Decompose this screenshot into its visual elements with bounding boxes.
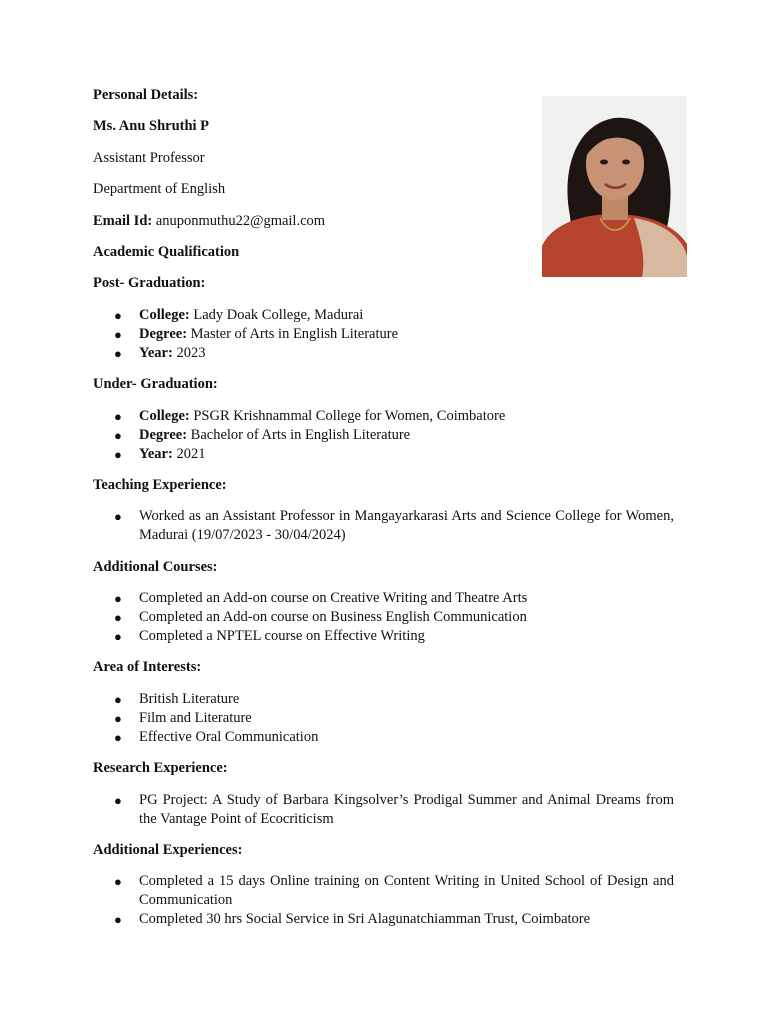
bullet-icon: ● [114,326,122,342]
bullet-icon: ● [114,408,122,424]
teaching-experience-list [93,507,674,545]
additional-courses-list [93,589,674,646]
bullet-icon: ● [114,446,122,462]
additional-courses-heading: Additional Courses: [93,558,218,575]
designation: Assistant Professor [93,149,205,166]
bullet-icon: ● [114,729,122,745]
teaching-experience-heading: Teaching Experience: [93,476,227,493]
list-item: ● Completed a NPTEL course on Effective Writing [114,628,425,645]
list-item: ● Completed 30 hrs Social Service in Sri Alagunatchiamman Trust, Coimbatore [114,911,591,928]
post-graduation-heading: Post- Graduation: [93,275,206,292]
academic-qualification-heading: Academic Qualification [93,243,240,260]
department: Department of English [93,181,226,198]
bullet-icon: ● [114,591,122,607]
personal-details-heading: Personal Details: [93,87,199,103]
bullet-icon: ● [114,629,122,645]
bullet-icon: ● [114,691,122,707]
under-graduation-list [93,407,674,464]
list-item: ● PG Project: A Study of Barbara Kingsolver’s Prodigal Summer and Animal Dreams from the Vantage Point of Ecocriticism [114,791,674,827]
bullet-icon: ● [114,710,122,726]
list-item: ● Year: 2021 [114,445,206,462]
list-item: ● Degree: Bachelor of Arts in English Literature [114,426,411,443]
list-item: ● Worked as an Assistant Professor in Mangayarkarasi Arts and Science College for Women, Madurai (19/07/2023 - 30/04/2024) [114,508,674,544]
list-item: ● College: Lady Doak College, Madurai [114,306,364,323]
list-item: ● Completed an Add-on course on Business English Communication [114,609,527,626]
research-experience-heading: Research Experience: [93,760,228,777]
list-item: ● College: PSGR Krishnammal College for Women, Coimbatore [114,407,506,424]
list-item: ● Completed an Add-on course on Creative Writing and Theatre Arts [114,590,528,607]
list-item: ● Degree: Master of Arts in English Literature [114,325,399,342]
full-name: Ms. Anu Shruthi P [93,118,210,135]
email-value: anuponmuthu22@gmail.com [152,212,326,229]
list-item: ● Completed a 15 days Online training on Content Writing in United School of Design and Communication [114,873,674,909]
additional-experiences-heading: Additional Experiences: [93,842,243,859]
bullet-icon: ● [114,427,122,443]
post-graduation-list [93,306,674,363]
area-of-interests-list [93,690,674,747]
bullet-icon: ● [114,874,122,890]
additional-experiences-list [93,872,674,929]
research-experience-list [93,791,674,829]
list-item: ● Year: 2023 [114,344,206,361]
area-of-interests-heading: Area of Interests: [93,659,202,676]
email-line [93,212,674,231]
bullet-icon: ● [114,307,122,323]
bullet-icon: ● [114,610,122,626]
under-graduation-heading: Under- Graduation: [93,376,218,393]
list-item: ● Effective Oral Communication [114,728,319,745]
resume-content [93,86,674,942]
list-item: ● British Literature [114,690,240,707]
bullet-icon: ● [114,912,122,928]
list-item: ● Film and Literature [114,709,252,726]
bullet-icon: ● [114,509,122,525]
email-label: Email Id: [93,212,153,229]
bullet-icon: ● [114,345,122,361]
bullet-icon: ● [114,792,122,808]
